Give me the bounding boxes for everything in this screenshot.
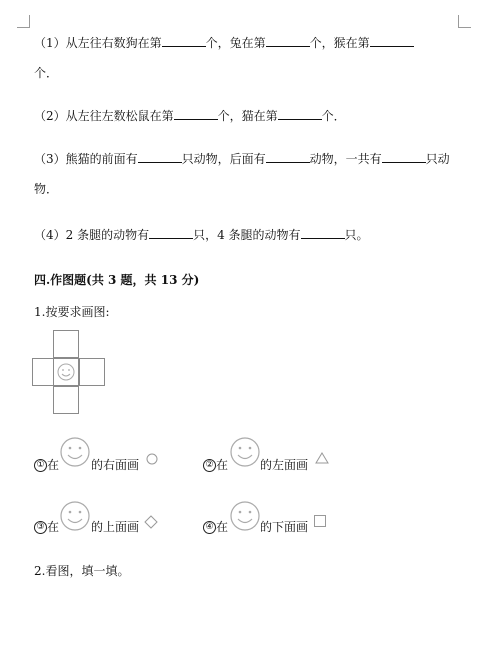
q1-text-a: （1）从左往右数狗在第 xyxy=(34,36,162,50)
grid-cell-right[interactable] xyxy=(79,358,105,386)
answer-blank[interactable] xyxy=(149,227,193,239)
answer-blank[interactable] xyxy=(382,151,426,163)
page-corner-mark-left xyxy=(17,15,30,28)
answer-blank[interactable] xyxy=(266,151,310,163)
q4-text-b: 只，4 条腿的动物有 xyxy=(193,228,301,242)
question-3 xyxy=(34,151,450,167)
answer-blank[interactable] xyxy=(138,151,182,163)
problem-2-title: 2.看图，填一填。 xyxy=(34,564,130,578)
smiley-icon xyxy=(228,499,262,533)
problem-1-title: 1.按要求画图: xyxy=(34,305,110,319)
diamond-icon xyxy=(144,515,158,529)
answer-blank[interactable] xyxy=(301,227,345,239)
task-text: 的下面画 xyxy=(260,520,309,534)
question-2 xyxy=(34,108,346,124)
answer-blank[interactable] xyxy=(370,35,414,47)
smiley-icon xyxy=(228,435,262,469)
task-text: 在 xyxy=(47,520,60,534)
task-text: 在 xyxy=(216,520,229,534)
task-number: ① xyxy=(34,459,47,472)
answer-blank[interactable] xyxy=(266,35,310,47)
answer-blank[interactable] xyxy=(278,108,322,120)
q2-text-c: 个． xyxy=(321,109,346,123)
q4-text-a: （4）2 条腿的动物有 xyxy=(34,228,150,242)
q4-text-c: 只。 xyxy=(344,228,369,242)
page-corner-mark-right xyxy=(458,15,471,28)
q3-text-e: 物． xyxy=(34,182,59,196)
task-number: ③ xyxy=(34,521,47,534)
task-number: ② xyxy=(203,459,216,472)
section-heading: 四.作图题(共 3 题，共 13 分) xyxy=(34,273,200,287)
q1-text-b: 个，兔在第 xyxy=(205,36,266,50)
grid-cell-top[interactable] xyxy=(53,330,79,358)
task-text: 在 xyxy=(216,458,229,472)
triangle-icon xyxy=(314,451,330,465)
q1-text-d: 个． xyxy=(34,66,59,80)
question-1 xyxy=(34,35,414,51)
cross-grid xyxy=(32,330,112,415)
q3-text-b: 只动物，后面有 xyxy=(181,152,266,166)
question-4 xyxy=(34,227,369,243)
q2-text-a: （2）从左往左数松鼠在第 xyxy=(34,109,174,123)
square-icon xyxy=(313,514,327,528)
q3-text-d: 只动 xyxy=(425,152,450,166)
task-number: ④ xyxy=(203,521,216,534)
answer-blank[interactable] xyxy=(174,108,218,120)
grid-cell-center xyxy=(53,358,79,386)
task-text: 的上面画 xyxy=(91,520,140,534)
q3-text-a: （3）熊猫的前面有 xyxy=(34,152,138,166)
smiley-icon xyxy=(58,499,92,533)
q2-text-b: 个，猫在第 xyxy=(217,109,278,123)
answer-blank[interactable] xyxy=(162,35,206,47)
grid-cell-bottom[interactable] xyxy=(53,386,79,414)
smiley-icon xyxy=(58,435,92,469)
task-text: 在 xyxy=(47,458,60,472)
task-text: 的左面画 xyxy=(260,458,309,472)
task-text: 的右面画 xyxy=(91,458,140,472)
circle-icon xyxy=(145,452,159,466)
smiley-icon xyxy=(54,359,78,385)
q1-text-c: 个，猴在第 xyxy=(309,36,370,50)
q3-text-c: 动物，一共有 xyxy=(309,152,382,166)
